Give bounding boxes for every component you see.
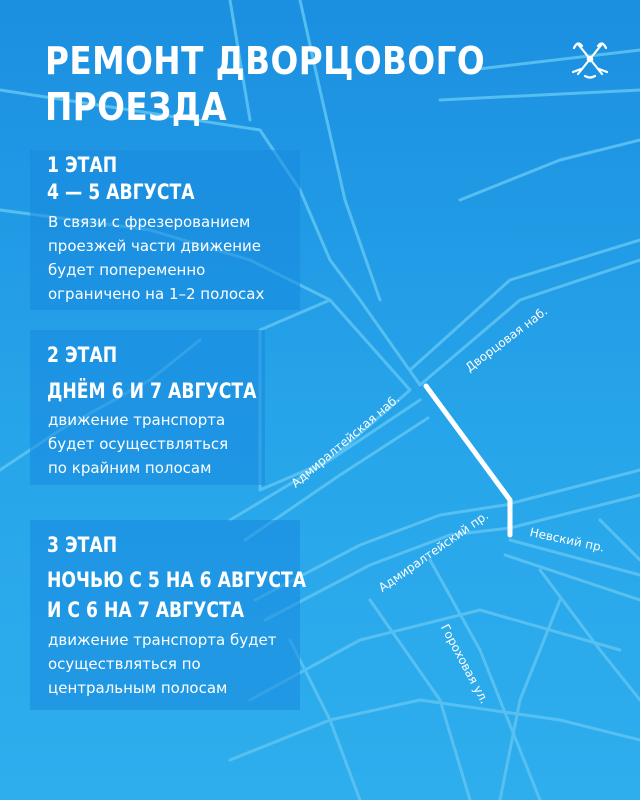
title-line-1: РЕМОНТ ДВОРЦОВОГО [45,39,486,83]
stage-3-description-line: осуществляться по [48,655,201,673]
street-label-gorokhovaya-ul: Гороховая ул. [437,621,492,707]
stage-1-dates: 4 — 5 АВГУСТА [47,180,195,204]
nevsky-prospect-inner [505,555,640,600]
palace-passage-route [426,386,510,535]
stage-2-description-line: по крайним полосам [48,459,212,477]
stage-2-number: 2 ЭТАП [47,343,118,367]
stage-2-description-line: будет осуществляться [48,435,229,453]
embankment-line [410,240,640,370]
stage-3-description-line: движение транспорта будет [48,631,277,649]
stage-1-description-line: ограничено на 1–2 полосах [48,285,265,303]
embankment-line [470,50,640,70]
title-line-2: ПРОЕЗДА [45,85,228,129]
stage-1-description-line: будет попеременно [48,261,206,279]
street-label-admiralteyskaya-nab: Адмиралтейская наб. [288,391,403,491]
stage-2-description-line: движение транспорта [48,411,226,429]
street-label-dvortsovaya-nab: Дворцовая наб. [462,303,551,375]
side-street [250,610,620,700]
stage-1-description-line: проезжей части движение [48,237,262,255]
stage-3-number: 3 ЭТАП [47,533,118,557]
side-street [540,570,640,700]
stage-3-dates-line: НОЧЬЮ С 5 НА 6 АВГУСТА [47,568,307,592]
stage-3-dates-line: И С 6 НА 7 АВГУСТА [47,598,245,622]
stage-2-dates: ДНЁМ 6 И 7 АВГУСТА [47,379,257,403]
stage-1-number: 1 ЭТАП [47,153,118,177]
page-title [45,38,485,130]
embankment-line [460,140,640,200]
stage-3-description-line: центральным полосам [48,679,228,697]
street-label-nevsky-pr: Невский пр. [528,525,606,555]
voznesensky-street [290,640,360,800]
gorokhovaya-street [430,560,540,800]
street-label-admiralteysky-pr: Адмиралтейский пр. [375,508,492,595]
crossed-anchors-emblem-icon [570,38,610,80]
stage-1-description-line: В связи с фрезерованием [48,213,251,231]
